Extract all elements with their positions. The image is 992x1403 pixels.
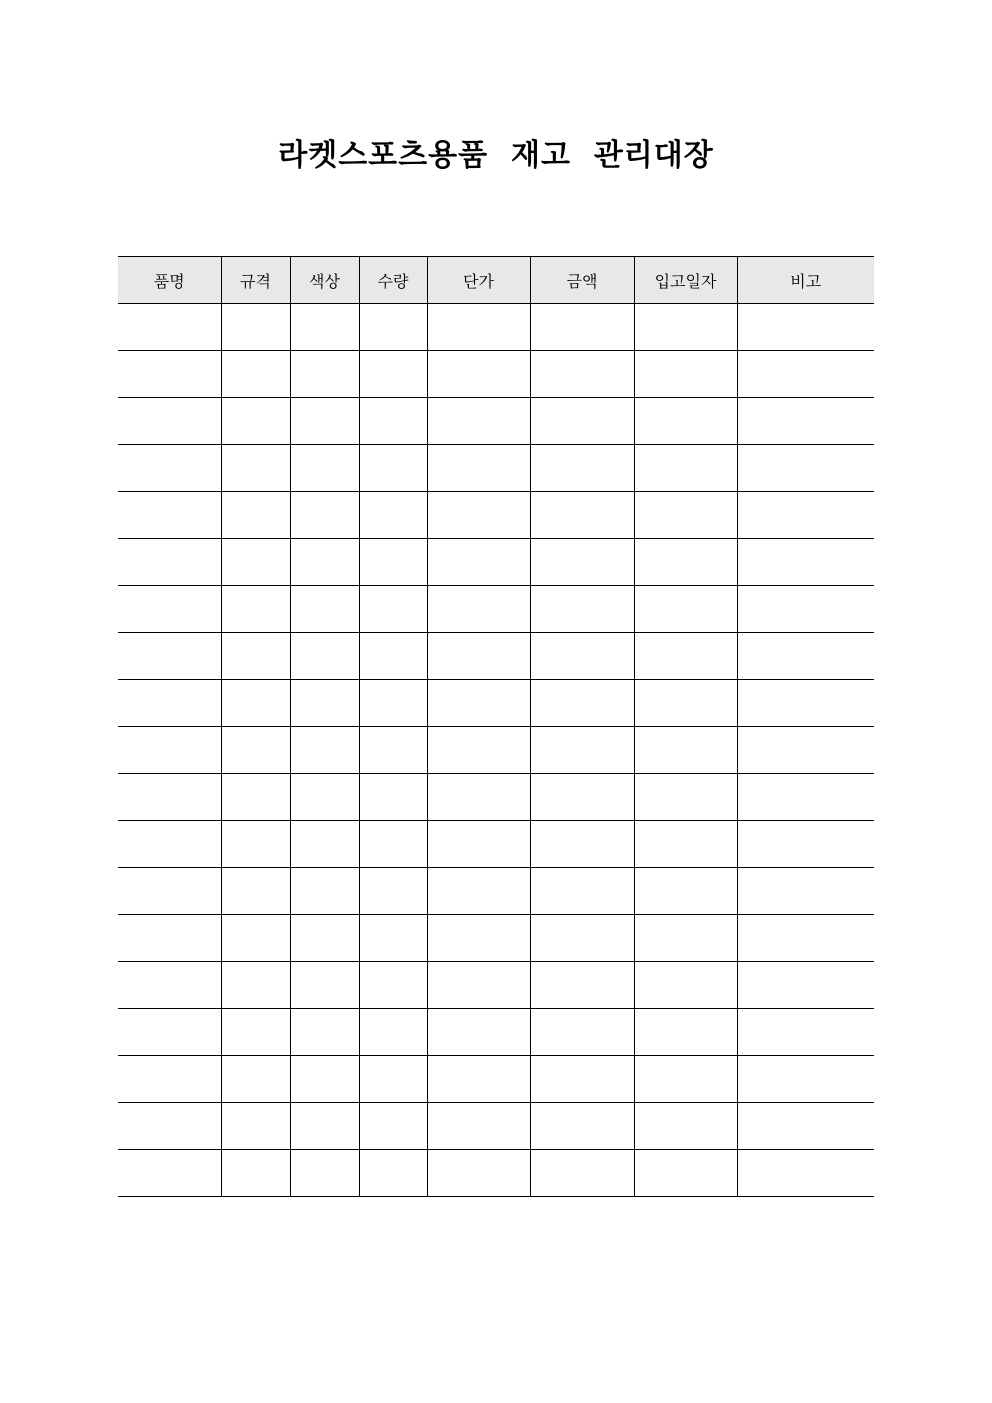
table-cell[interactable] (359, 351, 427, 398)
table-cell[interactable] (634, 680, 737, 727)
table-cell[interactable] (359, 633, 427, 680)
table-cell[interactable] (359, 868, 427, 915)
table-cell[interactable] (290, 1056, 359, 1103)
inventory-table (118, 256, 874, 1197)
table-cell[interactable] (737, 915, 874, 962)
table-cell[interactable] (359, 304, 427, 351)
table-row (118, 680, 874, 727)
table-row (118, 1009, 874, 1056)
table-cell[interactable] (737, 962, 874, 1009)
table-cell[interactable] (530, 915, 634, 962)
table-cell[interactable] (290, 633, 359, 680)
column-header-spec: 규격 (221, 257, 290, 304)
table-cell[interactable] (118, 539, 221, 586)
table-cell[interactable] (530, 868, 634, 915)
table-cell[interactable] (359, 398, 427, 445)
table-cell[interactable] (427, 774, 530, 821)
table-cell[interactable] (118, 398, 221, 445)
table-cell[interactable] (221, 492, 290, 539)
table-cell[interactable] (290, 1150, 359, 1197)
table-cell[interactable] (359, 680, 427, 727)
column-header-quantity: 수량 (359, 257, 427, 304)
table-cell[interactable] (530, 351, 634, 398)
table-cell[interactable] (427, 680, 530, 727)
table-cell[interactable] (634, 1103, 737, 1150)
table-cell[interactable] (221, 445, 290, 492)
table-cell[interactable] (290, 962, 359, 1009)
table-cell[interactable] (290, 398, 359, 445)
table-cell[interactable] (290, 821, 359, 868)
table-cell[interactable] (221, 1009, 290, 1056)
table-cell[interactable] (737, 1150, 874, 1197)
table-row (118, 727, 874, 774)
table-cell[interactable] (359, 539, 427, 586)
table-cell[interactable] (737, 492, 874, 539)
table-row (118, 492, 874, 539)
table-cell[interactable] (634, 351, 737, 398)
table-row (118, 868, 874, 915)
column-header-remarks: 비고 (737, 257, 874, 304)
table-cell[interactable] (427, 1009, 530, 1056)
table-cell[interactable] (737, 1009, 874, 1056)
table-cell[interactable] (118, 1056, 221, 1103)
table-cell[interactable] (221, 915, 290, 962)
table-cell[interactable] (290, 868, 359, 915)
table-cell[interactable] (427, 1103, 530, 1150)
table-cell[interactable] (221, 398, 290, 445)
table-cell[interactable] (359, 1009, 427, 1056)
table-cell[interactable] (737, 304, 874, 351)
table-cell[interactable] (427, 915, 530, 962)
table-cell[interactable] (359, 1103, 427, 1150)
column-header-unit-price: 단가 (427, 257, 530, 304)
table-cell[interactable] (530, 445, 634, 492)
table-cell[interactable] (634, 492, 737, 539)
table-cell[interactable] (634, 821, 737, 868)
column-header-item-name: 품명 (118, 257, 221, 304)
table-cell[interactable] (221, 304, 290, 351)
table-cell[interactable] (221, 680, 290, 727)
table-cell[interactable] (530, 774, 634, 821)
table-cell[interactable] (530, 727, 634, 774)
table-cell[interactable] (221, 1056, 290, 1103)
table-cell[interactable] (737, 1056, 874, 1103)
table-cell[interactable] (290, 586, 359, 633)
table-cell[interactable] (634, 586, 737, 633)
table-cell[interactable] (118, 1150, 221, 1197)
table-cell[interactable] (118, 492, 221, 539)
table-cell[interactable] (737, 633, 874, 680)
table-row (118, 633, 874, 680)
table-cell[interactable] (634, 539, 737, 586)
table-cell[interactable] (530, 633, 634, 680)
table-row (118, 351, 874, 398)
table-cell[interactable] (530, 962, 634, 1009)
table-cell[interactable] (118, 774, 221, 821)
table-cell[interactable] (530, 398, 634, 445)
table-row (118, 1056, 874, 1103)
table-cell[interactable] (737, 1103, 874, 1150)
table-cell[interactable] (221, 1103, 290, 1150)
table-cell[interactable] (427, 539, 530, 586)
table-cell[interactable] (737, 727, 874, 774)
table-cell[interactable] (634, 398, 737, 445)
table-cell[interactable] (359, 727, 427, 774)
table-cell[interactable] (290, 445, 359, 492)
document-title: 라켓스포츠용품 재고 관리대장 (278, 138, 714, 173)
table-cell[interactable] (427, 1056, 530, 1103)
table-cell[interactable] (359, 962, 427, 1009)
table-cell[interactable] (427, 727, 530, 774)
table-cell[interactable] (634, 1056, 737, 1103)
table-cell[interactable] (737, 539, 874, 586)
table-cell[interactable] (290, 774, 359, 821)
table-cell[interactable] (634, 915, 737, 962)
table-cell[interactable] (118, 727, 221, 774)
table-row (118, 586, 874, 633)
table-cell[interactable] (221, 821, 290, 868)
table-cell[interactable] (427, 821, 530, 868)
table-cell[interactable] (221, 868, 290, 915)
table-cell[interactable] (634, 727, 737, 774)
table-cell[interactable] (634, 445, 737, 492)
table-cell[interactable] (290, 1103, 359, 1150)
table-cell[interactable] (427, 1150, 530, 1197)
table-row (118, 915, 874, 962)
table-cell[interactable] (359, 492, 427, 539)
table-cell[interactable] (290, 351, 359, 398)
table-row (118, 1150, 874, 1197)
table-cell[interactable] (290, 727, 359, 774)
table-cell[interactable] (221, 962, 290, 1009)
table-cell[interactable] (634, 1150, 737, 1197)
table-row (118, 962, 874, 1009)
table-cell[interactable] (221, 1150, 290, 1197)
table-cell[interactable] (221, 633, 290, 680)
table-cell[interactable] (737, 445, 874, 492)
table-cell[interactable] (530, 304, 634, 351)
table-cell[interactable] (221, 586, 290, 633)
table-row (118, 821, 874, 868)
table-cell[interactable] (427, 586, 530, 633)
table-cell[interactable] (118, 868, 221, 915)
table-cell[interactable] (634, 633, 737, 680)
table-cell[interactable] (359, 915, 427, 962)
table-cell[interactable] (118, 445, 221, 492)
table-cell[interactable] (530, 680, 634, 727)
table-cell[interactable] (737, 680, 874, 727)
table-cell[interactable] (530, 539, 634, 586)
table-cell[interactable] (530, 1009, 634, 1056)
table-cell[interactable] (221, 727, 290, 774)
table-cell[interactable] (359, 821, 427, 868)
table-row (118, 539, 874, 586)
table-cell[interactable] (221, 774, 290, 821)
table-cell[interactable] (118, 680, 221, 727)
header-row (118, 257, 874, 304)
table-cell[interactable] (737, 351, 874, 398)
table-cell[interactable] (290, 915, 359, 962)
table-cell[interactable] (737, 774, 874, 821)
table-cell[interactable] (427, 492, 530, 539)
table-cell[interactable] (427, 633, 530, 680)
table-cell[interactable] (359, 445, 427, 492)
table-cell[interactable] (118, 304, 221, 351)
table-cell[interactable] (427, 351, 530, 398)
table-row (118, 304, 874, 351)
table-cell[interactable] (634, 1009, 737, 1056)
table-cell[interactable] (118, 1103, 221, 1150)
table-cell[interactable] (290, 304, 359, 351)
table-cell[interactable] (427, 445, 530, 492)
table-cell[interactable] (290, 492, 359, 539)
table-cell[interactable] (359, 1150, 427, 1197)
table-cell[interactable] (118, 915, 221, 962)
table-cell[interactable] (530, 1103, 634, 1150)
table-cell[interactable] (359, 586, 427, 633)
column-header-color: 색상 (290, 257, 359, 304)
table-cell[interactable] (118, 351, 221, 398)
column-header-receipt-date: 입고일자 (634, 257, 737, 304)
table-cell[interactable] (427, 398, 530, 445)
table-cell[interactable] (427, 868, 530, 915)
table-cell[interactable] (359, 1056, 427, 1103)
table-cell[interactable] (118, 1009, 221, 1056)
table-cell[interactable] (737, 398, 874, 445)
table-cell[interactable] (530, 1150, 634, 1197)
table-cell[interactable] (221, 351, 290, 398)
table-cell[interactable] (290, 680, 359, 727)
table-cell[interactable] (530, 586, 634, 633)
table-cell[interactable] (530, 821, 634, 868)
table-cell[interactable] (118, 821, 221, 868)
table-row (118, 398, 874, 445)
table-cell[interactable] (427, 304, 530, 351)
table-row (118, 445, 874, 492)
table-cell[interactable] (290, 539, 359, 586)
table-cell[interactable] (634, 868, 737, 915)
table-cell[interactable] (118, 633, 221, 680)
table-cell[interactable] (530, 1056, 634, 1103)
table-cell[interactable] (221, 539, 290, 586)
table-cell[interactable] (118, 586, 221, 633)
table-row (118, 774, 874, 821)
table-cell[interactable] (634, 304, 737, 351)
table-cell[interactable] (290, 1009, 359, 1056)
table-cell[interactable] (634, 962, 737, 1009)
table-cell[interactable] (118, 962, 221, 1009)
table-cell[interactable] (737, 868, 874, 915)
table-cell[interactable] (530, 492, 634, 539)
table-body (118, 304, 874, 1197)
table-row (118, 1103, 874, 1150)
table-cell[interactable] (359, 774, 427, 821)
table-cell[interactable] (737, 586, 874, 633)
table-cell[interactable] (427, 962, 530, 1009)
table-cell[interactable] (634, 774, 737, 821)
table-cell[interactable] (737, 821, 874, 868)
column-header-amount: 금액 (530, 257, 634, 304)
